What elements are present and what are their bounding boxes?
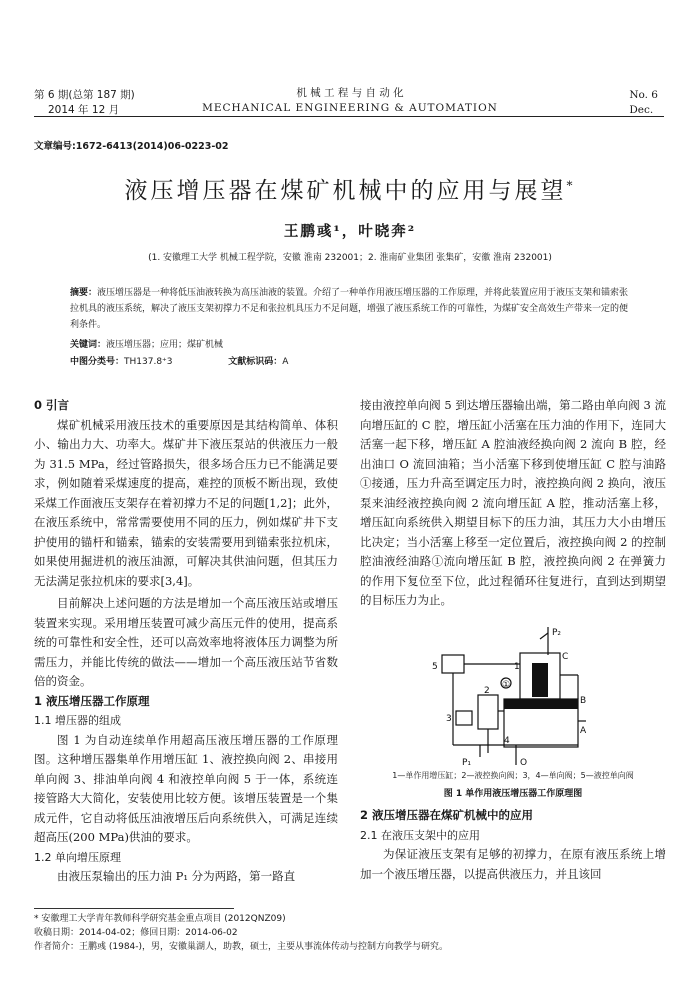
footnotes	[34, 912, 664, 954]
left-column	[34, 396, 338, 887]
title-footnote-mark: *	[566, 178, 576, 193]
paper-title-text: 液压增压器在煤矿机械中的应用与展望	[124, 178, 567, 204]
doc-code-label: 文献标识码：	[228, 357, 283, 367]
abstract	[70, 285, 630, 333]
journal-name	[0, 86, 700, 116]
issue-info-en	[629, 88, 658, 118]
doc-code: A	[282, 357, 289, 367]
keywords	[70, 337, 223, 350]
label-2: 2	[484, 686, 490, 696]
right-column-lower	[360, 806, 666, 884]
label-4: 4	[504, 736, 510, 746]
label-b: B	[580, 696, 587, 706]
affiliation: (1. 安徽理工大学 机械工程学院，安徽 淮南 232001；2. 淮南矿业集团 张集矿，安徽 淮南 232001)	[148, 253, 552, 263]
keywords-text: 液压增压器；应用；煤矿机械	[106, 340, 224, 350]
article-number: 文章编号:1672-6413(2014)06-0223-02	[34, 141, 229, 152]
label-5: 5	[432, 662, 438, 672]
section-2-heading: 2 液压增压器在煤矿机械中的应用	[360, 808, 534, 822]
issue-date: 2014 年 12 月	[48, 104, 120, 116]
figure-legend: 1—单作用增压缸；2—液控换向阀；3，4—单向阀；5—液控单向阀	[392, 771, 634, 780]
label-p2: P₂	[552, 628, 562, 638]
header-rule	[34, 116, 664, 117]
journal-name-cn: 机 械 工 程 与 自 动 化	[296, 87, 404, 99]
section-2-1-heading: 2.1 在液压支架中的应用	[360, 828, 480, 842]
abstract-text: 液压增压器是一种将低压油液转换为高压油液的装置。介绍了一种单作用液压增压器的工作原理，并将此装置应用于液压支架和锚索张拉机具的液压系统，解决了液压支架初撑力不足和张拉机具压力不足问题，增强了液压系统工作的可靠性，为煤矿安全高效生产带来一定的便利条件。	[70, 288, 629, 330]
label-1: 1	[514, 662, 520, 672]
label-circle-1: ①	[502, 680, 511, 690]
paragraph: 图 1 为自动连续单作用超高压液压增压器的工作原理图。这种增压器集单作用增压缸 1、液控换向阀 2、串接用单向阀 3、排油单向阀 4 和液控单向阀 5 于一体，系统连接管路大大简化，安装使用比较方便。该增压装置是一个集成元件，它自动将低压油液增压后向系统供入，可满足连续超高压(200 MPa)供油的要求。	[34, 732, 338, 844]
issue-month-en: Dec.	[629, 104, 654, 116]
small-piston	[532, 663, 548, 697]
authors: 王鹏彧¹，叶晓奔²	[283, 223, 417, 240]
abstract-label: 摘要：	[70, 288, 98, 298]
large-piston	[504, 699, 578, 709]
section-0-heading: 0 引言	[34, 398, 70, 412]
section-1-2-heading: 1.2 单向增压原理	[34, 850, 121, 864]
footnote-author: 作者简介：王鹏彧 (1984-)，男，安徽巢湖人，助教，硕士，主要从事流体传动与控制方向教学与研究。	[34, 942, 449, 952]
clc-label: 中图分类号：	[70, 357, 125, 367]
paragraph: 煤矿机械采用液压技术的重要原因是其结构简单、体积小、输出力大、功率大。煤矿井下液压泵站的供液压力一般为 31.5 MPa，经过管路损失，很多场合压力已不能满足要求，例如随着采煤速度的提高，难控的顶板不断出现，致使采煤工作面液压支架存在着初撑力不足的问题[1,2]；此外，在液压系统中，常常需要使用不同的压力，例如煤矿井下支护使用的锚杆和锚索，锚索的安装需要用到锚索张拉机床，如果使用掘进机的液压油源，可解决其供油问题，但其压力无法满足张拉机床的要求[3,4]。	[34, 417, 338, 588]
classification	[70, 354, 288, 367]
issue-number: 第 6 期(总第 187 期)	[34, 89, 135, 101]
label-o: O	[520, 758, 528, 767]
footnote-dates: 收稿日期：2014-04-02；修回日期：2014-06-02	[34, 928, 238, 938]
paper-title	[0, 172, 700, 205]
paragraph: 由液压泵输出的压力油 P₁ 分为两路，第一路直	[57, 869, 296, 883]
label-p1: P₁	[462, 758, 472, 767]
label-3: 3	[446, 714, 452, 724]
paragraph: 目前解决上述问题的方法是增加一个高压液压站或增压装置来实现。采用增压装置可减少高压元件的使用，提高系统的可靠性和安全性，还可以高效率地将液体压力调整为所需压力，并能比传统的做法——增加一个高压液压站节省数倍的资金。	[34, 596, 338, 688]
keywords-label: 关键词：	[70, 340, 107, 350]
label-a: A	[580, 726, 587, 736]
paragraph: 为保证液压支架有足够的初撑力，在原有液压系统上增加一个液压增压器，以提高供液压力，并且该回	[360, 847, 666, 881]
paragraph: 接由液控单向阀 5 到达增压器输出端，第二路由单向阀 3 流向增压缸的 C 腔，增压缸小活塞在压力油的作用下，连同大活塞一起下移，增压缸 A 腔油液经换向阀 2 流向 B 腔，经出油口 O 流回油箱；当小活塞下移到使增压缸 C 腔与油路①接通，压力升高至调定压力时，液控换向阀 2 换向，液压泵来油经液控换向阀 2 流向增压缸 A 腔，推动活塞上移，增压缸向系统供入期望目标下的压力油，其压力大小由增压比决定；当小活塞上移至一定位置后，液控换向阀 2 的控制腔油液经油路①流向增压缸 B 腔，液控换向阀 2 在弹簧力的作用下复位至下位，此过程循环往复进行，直到达到期望的目标压力为止。	[360, 398, 666, 607]
footnote-fund: * 安徽理工大学青年教师科学研究基金重点项目 (2012QNZ09)	[34, 914, 286, 924]
right-column	[360, 396, 666, 611]
clc-code: TH137.8⁺3	[124, 357, 173, 367]
hydraulic-diagram	[420, 625, 600, 767]
footnote-rule	[34, 908, 234, 909]
issue-no-en: No. 6	[629, 89, 658, 101]
section-1-heading: 1 液压增压器工作原理	[34, 693, 150, 708]
label-c: C	[562, 652, 569, 662]
section-1-1-heading: 1.1 增压器的组成	[34, 714, 121, 727]
journal-name-en: MECHANICAL ENGINEERING & AUTOMATION	[202, 102, 498, 114]
figure-caption: 图 1 单作用液压增压器工作原理图	[443, 789, 583, 799]
